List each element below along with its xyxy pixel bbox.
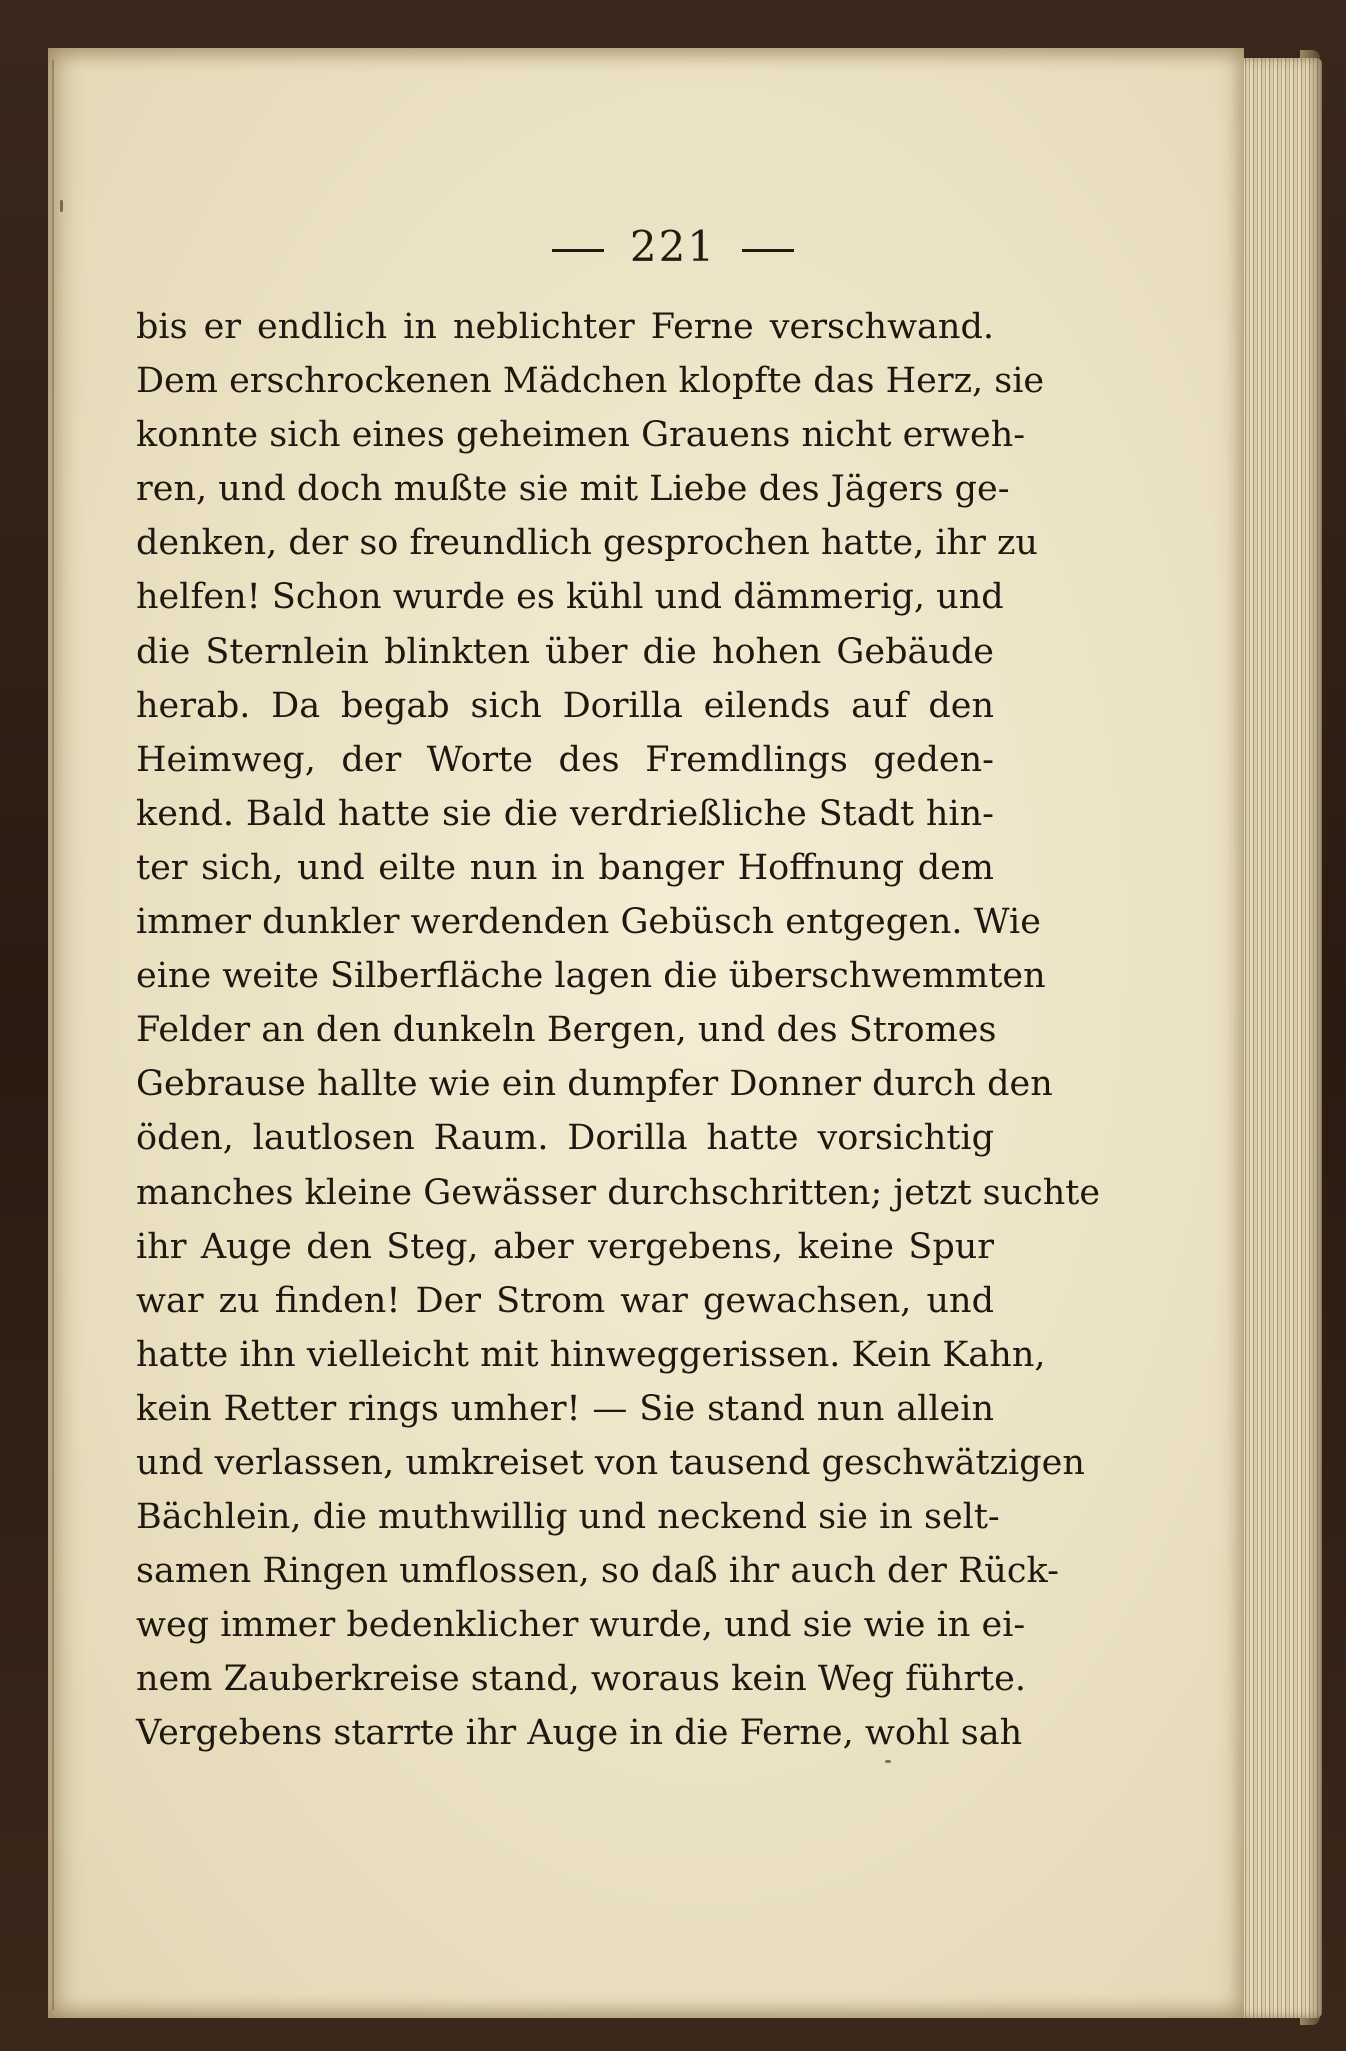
page-number: 221 (629, 222, 717, 271)
page-body-text (136, 300, 1101, 1761)
text-line: nem Zauberkreise stand, woraus kein Weg führte. (136, 1659, 1026, 1700)
gutter-line (52, 60, 54, 2010)
text-line: und verlassen, umkreiset von tausend geschwätzigen (136, 1442, 1085, 1483)
text-line: helfen! Schon wurde es kühl und dämmerig, und (136, 577, 1004, 618)
text-line: Heimweg, der Worte des Fremdlings geden- (136, 739, 994, 780)
text-line: kend. Bald hatte sie die verdrießliche Stadt hin- (136, 793, 994, 834)
text-line: hatte ihn vielleicht mit hinweggerissen. Kein Kahn, (136, 1334, 1046, 1375)
page-header (0, 222, 1346, 271)
text-line: ihr Auge den Steg, aber vergebens, keine Spur (136, 1226, 994, 1267)
text-line: Dem erschrockenen Mädchen klopfte das Herz, sie (136, 361, 1045, 402)
text-line: kein Retter rings umher! — Sie stand nun allein (136, 1388, 994, 1429)
paper-speck (60, 200, 63, 212)
text-line: herab. Da begab sich Dorilla eilends auf den (136, 685, 994, 726)
text-line: bis er endlich in neblichter Ferne verschwand. (136, 307, 994, 347)
text-line: konnte sich eines geheimen Grauens nicht erweh- (136, 415, 1026, 456)
text-line: Bächlein, die muthwillig und neckend sie in selt- (136, 1497, 1000, 1538)
text-line: Vergebens starrte ihr Auge in die Ferne, wohl sah (136, 1713, 1023, 1754)
header-dash-right (742, 249, 794, 252)
text-line: weg immer bedenklicher wurde, und sie wie in ei- (136, 1605, 1026, 1646)
text-line: samen Ringen umflossen, so daß ihr auch der Rück- (136, 1551, 1059, 1592)
text-line: immer dunkler werdenden Gebüsch entgegen. Wie (136, 902, 1041, 943)
text-line: die Sternlein blinkten über die hohen Gebäude (136, 631, 994, 672)
paper-speck (885, 1760, 891, 1763)
text-line: eine weite Silberfläche lagen die überschwemmten (136, 956, 1046, 997)
text-line: Gebrause hallte wie ein dumpfer Donner durch den (136, 1064, 1053, 1105)
text-line: öden, lautlosen Raum. Dorilla hatte vorsichtig (136, 1118, 994, 1159)
text-line: ren, und doch mußte sie mit Liebe des Jägers ge- (136, 469, 1010, 510)
header-dash-left (552, 249, 604, 252)
text-line: war zu finden! Der Strom war gewachsen, und (136, 1280, 994, 1321)
text-line: Felder an den dunkeln Bergen, und des Stromes (136, 1010, 997, 1051)
text-line: ter sich, und eilte nun in banger Hoffnung dem (136, 847, 994, 888)
text-line: manches kleine Gewässer durchschritten; jetzt suchte (136, 1172, 1101, 1213)
text-line: denken, der so freundlich gesprochen hatte, ihr zu (136, 523, 1038, 564)
